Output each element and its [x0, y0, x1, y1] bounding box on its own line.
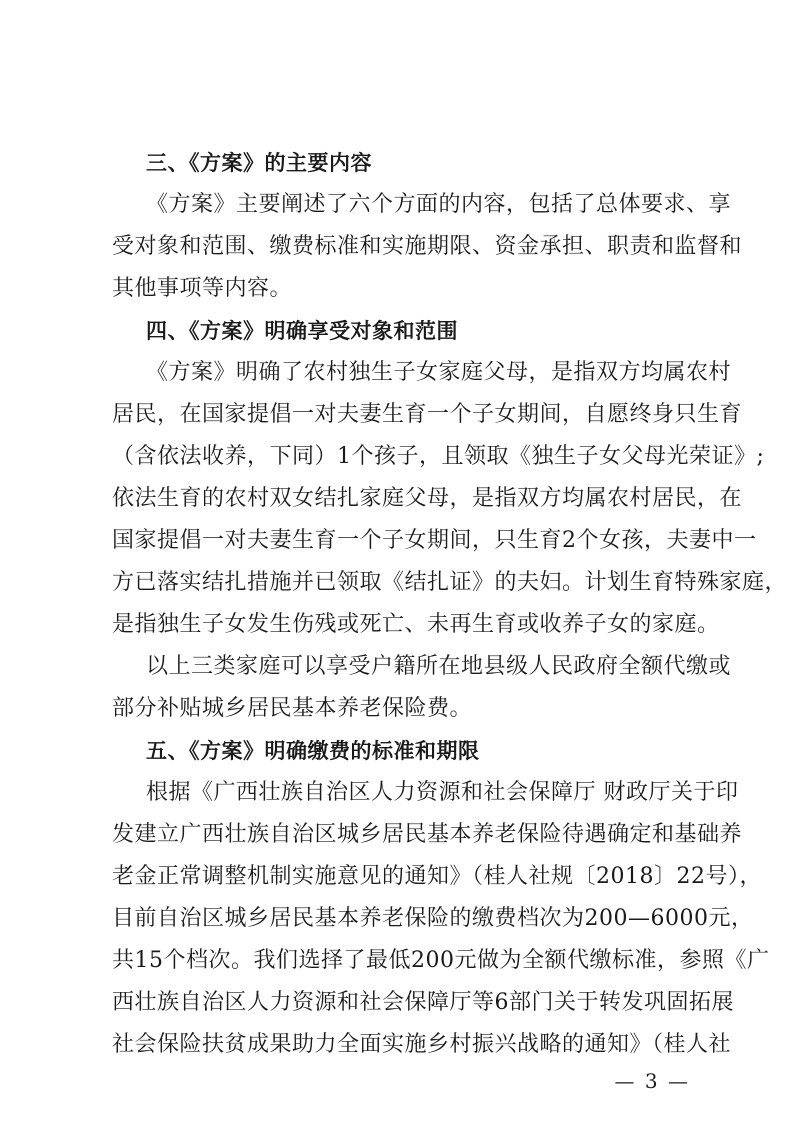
paragraph-line: 根据《广西壮族自治区人力资源和社会保障厅 财政厅关于印: [146, 780, 739, 805]
section-heading: 五、《方案》明确缴费的标准和期限: [146, 739, 480, 763]
paragraph-line: 发建立广西壮族自治区城乡居民基本养老保险待遇确定和基础养: [112, 822, 743, 847]
paragraph-line: 受对象和范围、缴费标准和实施期限、资金承担、职责和监督和: [112, 234, 743, 259]
paragraph-line: 是指独生子女发生伤残或死亡、未再生育或收养子女的家庭。: [112, 612, 720, 637]
page-number: — 3 —: [614, 1069, 690, 1093]
section-heading: 四、《方案》明确享受对象和范围: [146, 319, 458, 343]
paragraph-line: 社会保险扶贫成果助力全面实施乡村振兴战略的通知》（桂人社: [112, 1032, 732, 1057]
paragraph-line: 部分补贴城乡居民基本养老保险费。: [112, 696, 473, 721]
paragraph-line: 《方案》主要阐述了六个方面的内容，包括了总体要求、享: [146, 192, 732, 217]
paragraph-line: 西壮族自治区人力资源和社会保障厅等6部门关于转发巩固拓展: [112, 990, 734, 1015]
paragraph-line: 国家提倡一对夫妻生育一个子女期间，只生育2个女孩，夫妻中一: [112, 528, 757, 553]
paragraph-line: 老金正常调整机制实施意见的通知》（桂人社规〔2018〕22号），: [112, 864, 762, 889]
paragraph-line: （含依法收养，下同）1个孩子，且领取《独生子女父母光荣证》;: [112, 444, 765, 469]
paragraph-line: 居民，在国家提倡一对夫妻生育一个子女期间，自愿终身只生育: [112, 402, 743, 427]
paragraph-line: 其他事项等内容。: [112, 276, 293, 301]
paragraph-line: 依法生育的农村双女结扎家庭父母，是指双方均属农村居民，在: [112, 486, 743, 511]
paragraph-line: 《方案》明确了农村独生子女家庭父母，是指双方均属农村: [146, 360, 732, 385]
section-heading: 三、《方案》的主要内容: [146, 151, 372, 175]
paragraph-line: 目前自治区城乡居民基本养老保险的缴费档次为200—6000元，: [112, 906, 754, 931]
paragraph-line: 共15个档次。我们选择了最低200元做为全额代缴标准，参照《广: [112, 948, 770, 973]
paragraph-line: 方已落实结扎措施并已领取《结扎证》的夫妇。计划生育特殊家庭，: [112, 570, 788, 595]
paragraph-line: 以上三类家庭可以享受户籍所在地县级人民政府全额代缴或: [146, 654, 732, 679]
